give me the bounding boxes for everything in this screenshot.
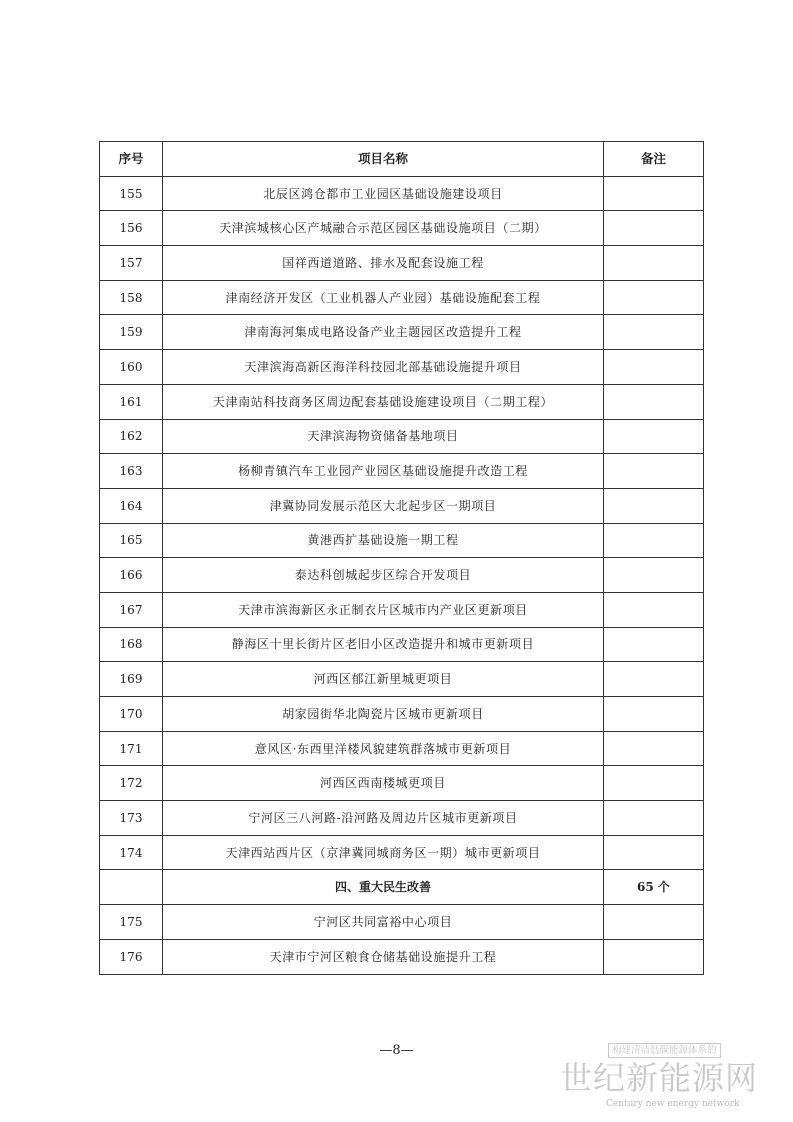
row-number: 167	[100, 592, 163, 627]
project-name: 天津南站科技商务区周边配套基础设施建设项目（二期工程）	[163, 384, 604, 419]
table-row	[100, 697, 704, 732]
project-table	[99, 141, 704, 975]
project-name: 津冀协同发展示范区大北起步区一期项目	[163, 488, 604, 523]
watermark-title: 世纪新能源网	[560, 1059, 759, 1097]
row-number: 160	[100, 350, 163, 385]
row-note	[604, 697, 704, 732]
page-number: —8—	[379, 1043, 414, 1058]
row-note	[604, 454, 704, 489]
row-note	[604, 315, 704, 350]
project-name: 天津市宁河区粮食仓储基础设施提升工程	[163, 939, 604, 974]
project-name: 天津滨海物资储备基地项目	[163, 419, 604, 454]
table-row	[100, 662, 704, 697]
project-name: 泰达科创城起步区综合开发项目	[163, 558, 604, 593]
row-note	[604, 211, 704, 246]
table-row	[100, 905, 704, 940]
section-count: 65 个	[604, 870, 704, 905]
table-row	[100, 350, 704, 385]
row-number: 166	[100, 558, 163, 593]
row-number: 159	[100, 315, 163, 350]
project-name: 河西区西南楼城更项目	[163, 766, 604, 801]
row-number: 176	[100, 939, 163, 974]
table-row	[100, 939, 704, 974]
row-note	[604, 627, 704, 662]
table-row	[100, 176, 704, 211]
row-number: 156	[100, 211, 163, 246]
table-row	[100, 592, 704, 627]
table-row	[100, 627, 704, 662]
section-row	[100, 870, 704, 905]
row-number: 163	[100, 454, 163, 489]
project-name: 天津滨城核心区产城融合示范区园区基础设施项目（二期）	[163, 211, 604, 246]
table-row	[100, 419, 704, 454]
row-note	[604, 558, 704, 593]
project-name: 杨柳青镇汽车工业园产业园区基础设施提升改造工程	[163, 454, 604, 489]
header-note: 备注	[604, 142, 704, 177]
table-row	[100, 835, 704, 870]
row-note	[604, 280, 704, 315]
section-num	[100, 870, 163, 905]
table-row	[100, 211, 704, 246]
table-header-row	[100, 142, 704, 177]
row-number: 170	[100, 697, 163, 732]
row-note	[604, 939, 704, 974]
watermark-slogan: 构建清洁低碳能源体系的	[608, 1043, 721, 1058]
project-name: 津南海河集成电路设备产业主题园区改造提升工程	[163, 315, 604, 350]
project-name: 国祥西道道路、排水及配套设施工程	[163, 246, 604, 281]
row-number: 168	[100, 627, 163, 662]
row-number: 162	[100, 419, 163, 454]
table-row	[100, 731, 704, 766]
row-note	[604, 350, 704, 385]
row-note	[604, 592, 704, 627]
table-row	[100, 488, 704, 523]
project-name: 天津市滨海新区永正制衣片区城市内产业区更新项目	[163, 592, 604, 627]
table-row	[100, 558, 704, 593]
project-name: 意风区·东西里洋楼风貌建筑群落城市更新项目	[163, 731, 604, 766]
row-number: 157	[100, 246, 163, 281]
project-name: 宁河区共同富裕中心项目	[163, 905, 604, 940]
row-note	[604, 905, 704, 940]
row-number: 158	[100, 280, 163, 315]
row-number: 171	[100, 731, 163, 766]
row-note	[604, 523, 704, 558]
row-number: 155	[100, 176, 163, 211]
project-name: 津南经济开发区（工业机器人产业园）基础设施配套工程	[163, 280, 604, 315]
table-row	[100, 280, 704, 315]
row-number: 173	[100, 801, 163, 836]
table-row	[100, 315, 704, 350]
row-note	[604, 835, 704, 870]
project-name: 胡家园街华北陶瓷片区城市更新项目	[163, 697, 604, 732]
section-title: 四、重大民生改善	[163, 870, 604, 905]
row-note	[604, 246, 704, 281]
project-name: 天津滨海高新区海洋科技园北部基础设施提升项目	[163, 350, 604, 385]
row-note	[604, 488, 704, 523]
row-note	[604, 731, 704, 766]
row-number: 165	[100, 523, 163, 558]
row-number: 175	[100, 905, 163, 940]
table-row	[100, 454, 704, 489]
row-note	[604, 801, 704, 836]
table-row	[100, 246, 704, 281]
watermark-logo	[560, 1040, 790, 1120]
watermark-english: Century new energy network	[606, 1099, 740, 1109]
row-note	[604, 176, 704, 211]
row-note	[604, 384, 704, 419]
row-note	[604, 419, 704, 454]
header-num: 序号	[100, 142, 163, 177]
row-number: 161	[100, 384, 163, 419]
row-number: 164	[100, 488, 163, 523]
project-name: 北辰区鸿仓都市工业园区基础设施建设项目	[163, 176, 604, 211]
project-name: 黄港西扩基础设施一期工程	[163, 523, 604, 558]
row-number: 174	[100, 835, 163, 870]
row-number: 169	[100, 662, 163, 697]
table-row	[100, 384, 704, 419]
project-name: 静海区十里长街片区老旧小区改造提升和城市更新项目	[163, 627, 604, 662]
project-name: 河西区郁江新里城更项目	[163, 662, 604, 697]
row-note	[604, 766, 704, 801]
table-row	[100, 766, 704, 801]
project-name: 天津西站西片区（京津冀同城商务区一期）城市更新项目	[163, 835, 604, 870]
table-row	[100, 523, 704, 558]
project-name: 宁河区三八河路-沿河路及周边片区城市更新项目	[163, 801, 604, 836]
row-number: 172	[100, 766, 163, 801]
row-note	[604, 662, 704, 697]
table-row	[100, 801, 704, 836]
header-name: 项目名称	[163, 142, 604, 177]
